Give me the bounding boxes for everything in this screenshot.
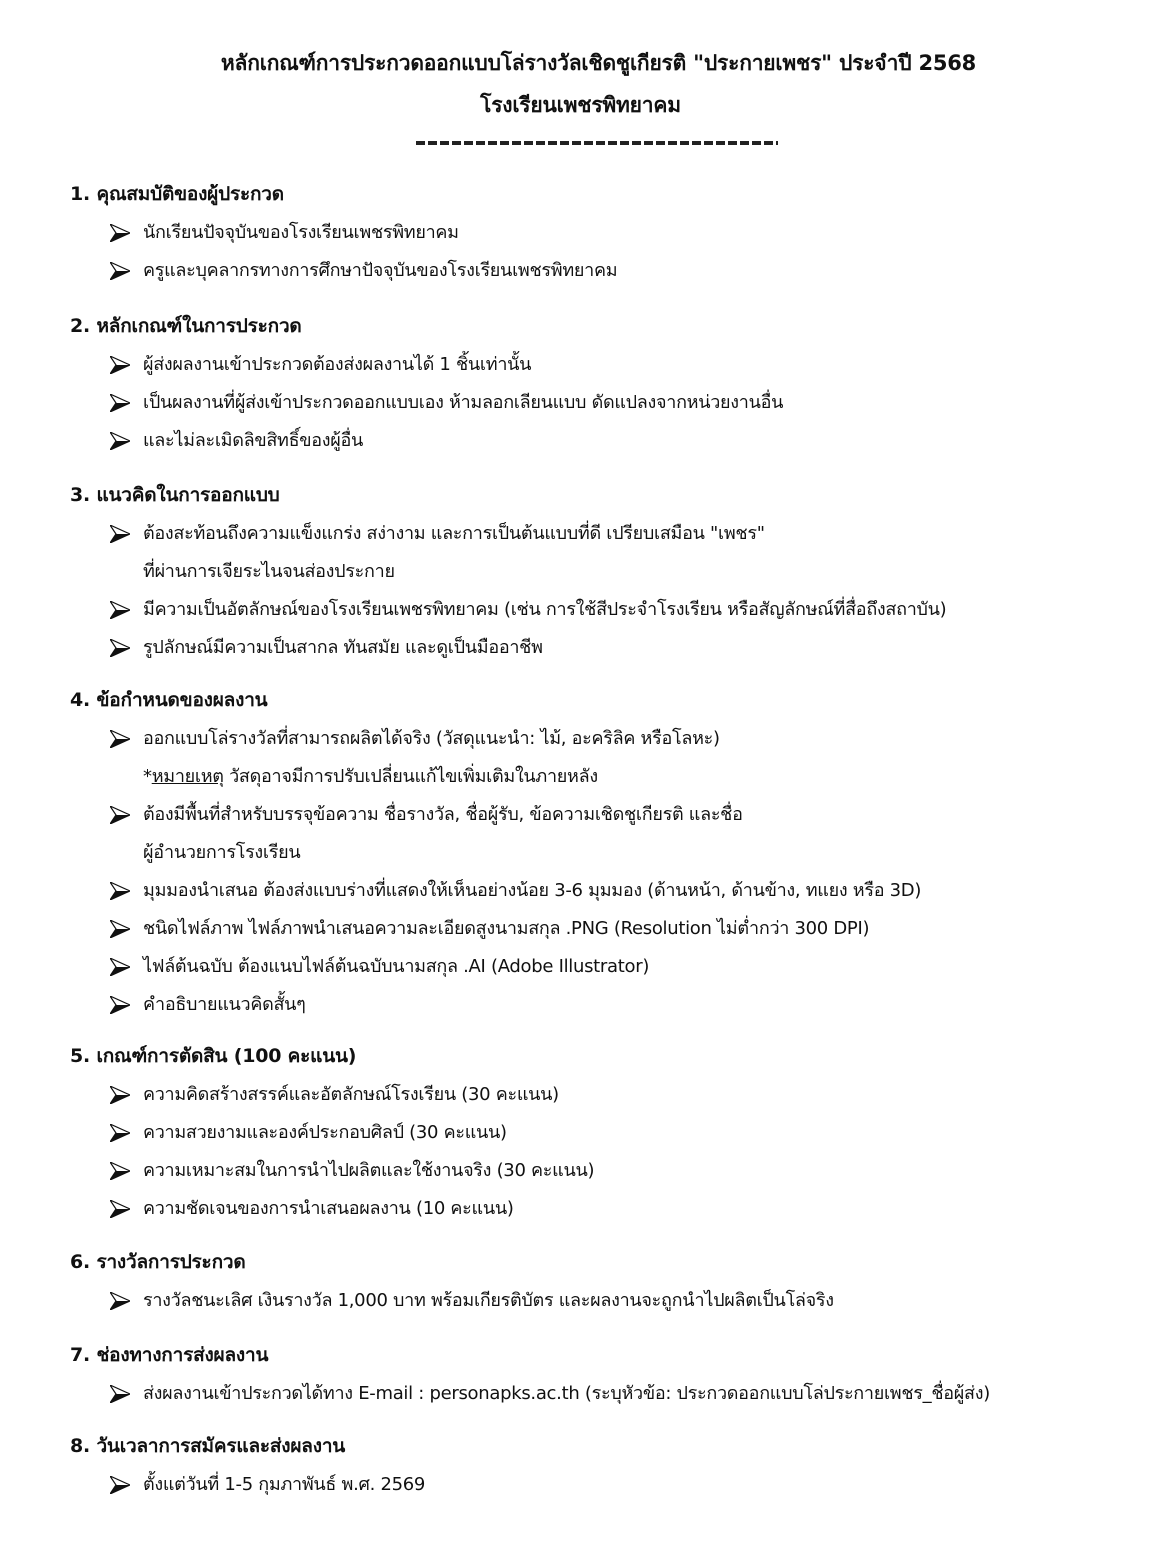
list-item xyxy=(70,796,1140,872)
list-item-text: ครูและบุคลากรทางการศึกษาปัจจุบันของโรงเรียนเพชรพิทยาคม xyxy=(143,260,618,281)
list-item-text: มีความเป็นอัตลักษณ์ของโรงเรียนเพชรพิทยาคม (เช่น การใช้สีประจำโรงเรียน หรือสัญลักษณ์ที่สื่อถึงสถาบัน) xyxy=(143,599,947,620)
list-item-text: ความชัดเจนของการนำเสนอผลงาน (10 คะแนน) xyxy=(143,1198,514,1219)
note-label: หมายเหตุ xyxy=(151,766,224,787)
list-item xyxy=(70,384,1140,422)
arrow-bullet-icon xyxy=(110,730,130,748)
list-item xyxy=(70,629,1140,667)
arrow-bullet-icon xyxy=(110,1385,130,1403)
list-item xyxy=(70,1152,1140,1190)
section-heading: 5. เกณฑ์การตัดสิน (100 คะแนน) xyxy=(70,1045,357,1067)
arrow-bullet-icon xyxy=(110,1476,130,1494)
section-heading: 7. ช่องทางการส่งผลงาน xyxy=(70,1344,269,1366)
arrow-bullet-icon xyxy=(110,996,130,1014)
section-requirements xyxy=(70,686,1140,1024)
material-note xyxy=(143,758,1140,796)
list-item xyxy=(70,1466,1140,1504)
list-item xyxy=(70,720,1140,796)
section-heading: 2. หลักเกณฑ์ในการประกวด xyxy=(70,315,302,337)
list-item xyxy=(70,1076,1140,1114)
list-item-text: มุมมองนำเสนอ ต้องส่งแบบร่างที่แสดงให้เห็นอย่างน้อย 3-6 มุมมอง (ด้านหน้า, ด้านข้าง, ทแยง หรือ 3D) xyxy=(143,880,922,901)
list-item xyxy=(70,422,1140,460)
title-divider xyxy=(416,141,778,145)
list-item xyxy=(70,872,1140,910)
list-item-text: ผู้ส่งผลงานเข้าประกวดต้องส่งผลงานได้ 1 ชิ้นเท่านั้น xyxy=(143,354,532,375)
list-item xyxy=(70,252,1140,290)
list-item-text: ความเหมาะสมในการนำไปผลิตและใช้งานจริง (30 คะแนน) xyxy=(143,1160,595,1181)
section-submission-channel xyxy=(70,1341,1140,1413)
section-heading: 6. รางวัลการประกวด xyxy=(70,1251,246,1273)
list-item-text: ออกแบบโล่รางวัลที่สามารถผลิตได้จริง (วัสดุแนะนำ: ไม้, อะคริลิค หรือโลหะ) xyxy=(143,728,720,749)
section-judging xyxy=(70,1042,1140,1228)
list-item-text: รางวัลชนะเลิศ เงินรางวัล 1,000 บาท พร้อมเกียรติบัตร และผลงานจะถูกนำไปผลิตเป็นโล่จริง xyxy=(143,1290,834,1311)
arrow-bullet-icon xyxy=(110,1086,130,1104)
section-heading: 1. คุณสมบัติของผู้ประกวด xyxy=(70,183,284,205)
list-item xyxy=(70,1375,1140,1413)
list-item xyxy=(70,214,1140,252)
list-item-text: คำอธิบายแนวคิดสั้นๆ xyxy=(143,994,306,1015)
note-text: วัสดุอาจมีการปรับเปลี่ยนแก้ไขเพิ่มเติมในภายหลัง xyxy=(223,766,598,787)
list-item-text: ส่งผลงานเข้าประกวดได้ทาง E-mail : personapks.ac.th (ระบุหัวข้อ: ประกวดออกแบบโล่ประกายเพชร_ชื่อผู้ส่ง) xyxy=(143,1383,990,1404)
section-dates xyxy=(70,1432,1140,1504)
list-item-text: เป็นผลงานที่ผู้ส่งเข้าประกวดออกแบบเอง ห้ามลอกเลียนแบบ ดัดแปลงจากหน่วยงานอื่น xyxy=(143,392,784,413)
list-item-text: ชนิดไฟล์ภาพ ไฟล์ภาพนำเสนอความละเอียดสูงนามสกุล .PNG (Resolution ไม่ต่ำกว่า 300 DPI) xyxy=(143,918,870,939)
note-asterisk: * xyxy=(143,766,152,787)
section-prizes xyxy=(70,1248,1140,1320)
section-qualifications xyxy=(70,180,1140,290)
list-item-text: และไม่ละเมิดลิขสิทธิ์ของผู้อื่น xyxy=(143,430,364,451)
list-item xyxy=(70,1114,1140,1152)
list-item xyxy=(70,1190,1140,1228)
section-heading: 4. ข้อกำหนดของผลงาน xyxy=(70,689,268,711)
list-item-text: ไฟล์ต้นฉบับ ต้องแนบไฟล์ต้นฉบับนามสกุล .AI (Adobe Illustrator) xyxy=(143,956,650,977)
arrow-bullet-icon xyxy=(110,920,130,938)
list-item-continuation: ผู้อำนวยการโรงเรียน xyxy=(143,842,301,863)
section-heading: 3. แนวคิดในการออกแบบ xyxy=(70,484,280,506)
list-item-text: ตั้งแต่วันที่ 1-5 กุมภาพันธ์ พ.ศ. 2569 xyxy=(143,1474,426,1495)
list-item xyxy=(70,910,1140,948)
list-item xyxy=(70,591,1140,629)
list-item xyxy=(70,515,1140,591)
arrow-bullet-icon xyxy=(110,601,130,619)
section-design-concept xyxy=(70,481,1140,667)
list-item xyxy=(70,986,1140,1024)
section-criteria xyxy=(70,312,1140,460)
arrow-bullet-icon xyxy=(110,1200,130,1218)
arrow-bullet-icon xyxy=(110,1162,130,1180)
list-item-text: ต้องสะท้อนถึงความแข็งแกร่ง สง่างาม และการเป็นต้นแบบที่ดี เปรียบเสมือน "เพชร" xyxy=(143,523,765,544)
arrow-bullet-icon xyxy=(110,262,130,280)
arrow-bullet-icon xyxy=(110,1292,130,1310)
arrow-bullet-icon xyxy=(110,356,130,374)
section-heading: 8. วันเวลาการสมัครและส่งผลงาน xyxy=(70,1435,346,1457)
arrow-bullet-icon xyxy=(110,394,130,412)
list-item xyxy=(70,1282,1140,1320)
document-title: หลักเกณฑ์การประกวดออกแบบโล่รางวัลเชิดชูเกียรติ "ประกายเพชร" ประจำปี 2568 xyxy=(220,51,977,75)
arrow-bullet-icon xyxy=(110,1124,130,1142)
list-item xyxy=(70,948,1140,986)
list-item-text: ต้องมีพื้นที่สำหรับบรรจุข้อความ ชื่อรางวัล, ชื่อผู้รับ, ข้อความเชิดชูเกียรติ และชื่อ xyxy=(143,804,743,825)
list-item-text: ความคิดสร้างสรรค์และอัตลักษณ์โรงเรียน (30 คะแนน) xyxy=(143,1084,559,1105)
arrow-bullet-icon xyxy=(110,639,130,657)
list-item-text: รูปลักษณ์มีความเป็นสากล ทันสมัย และดูเป็นมืออาชีพ xyxy=(143,637,543,658)
list-item-continuation: ที่ผ่านการเจียระไนจนส่องประกาย xyxy=(143,561,395,582)
list-item-text: ความสวยงามและองค์ประกอบศิลป์ (30 คะแนน) xyxy=(143,1122,507,1143)
arrow-bullet-icon xyxy=(110,224,130,242)
arrow-bullet-icon xyxy=(110,525,130,543)
arrow-bullet-icon xyxy=(110,806,130,824)
arrow-bullet-icon xyxy=(110,958,130,976)
list-item-text: นักเรียนปัจจุบันของโรงเรียนเพชรพิทยาคม xyxy=(143,222,459,243)
arrow-bullet-icon xyxy=(110,432,130,450)
list-item xyxy=(70,346,1140,384)
school-name: โรงเรียนเพชรพิทยาคม xyxy=(480,93,681,117)
arrow-bullet-icon xyxy=(110,882,130,900)
